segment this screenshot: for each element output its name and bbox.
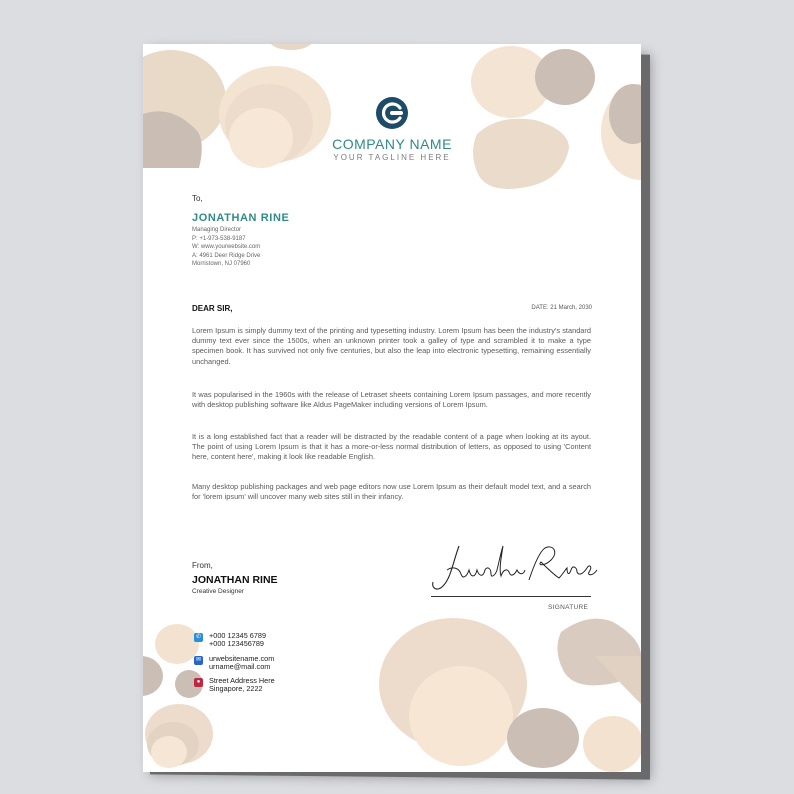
contact-phone-line2: +000 123456789 (209, 639, 264, 648)
recipient-details (192, 226, 260, 269)
company-tagline: YOUR TAGLINE HERE (333, 153, 451, 162)
contact-address (194, 677, 275, 693)
contact-email (194, 655, 274, 671)
contact-city: Singapore, 2222 (209, 684, 263, 693)
location-icon: ● (194, 678, 203, 687)
from-label: From, (192, 561, 213, 570)
company-name: COMPANY NAME (332, 136, 452, 152)
letter-paragraph: It was popularised in the 1960s with the release of Letraset sheets containing Lorem Ipsum passages, and more recently with desktop publishing software like Aldus PageMaker including versions of Lorem Ipsum. (192, 390, 591, 410)
company-header (143, 96, 641, 162)
letter-paragraph: It is a long established fact that a reader will be distracted by the readable content of a page when looking at its ayout. The point of using Lorem Ipsum is that it has a more-or-less normal distribution of letters, as opposed to using 'Content here, content here', making it look like readable English. (192, 432, 591, 462)
recipient-address-line2: Morristown, NJ 07960 (192, 261, 251, 268)
signature-label: SIGNATURE (548, 604, 589, 611)
to-label: To, (192, 194, 203, 203)
letter-date: DATE: 21 March, 2030 (531, 305, 592, 311)
letter-paragraph: Many desktop publishing packages and web page editors now use Lorem Ipsum as their default model text, and a search for 'lorem ipsum' will uncover many web sites still in their infancy. (192, 482, 591, 502)
letter-greeting: DEAR SIR, (192, 304, 233, 313)
contact-email-address: urname@mail.com (209, 662, 271, 671)
sender-title: Creative Designer (192, 588, 245, 595)
recipient-address-line1: A: 4961 Deer Ridge Drive (192, 252, 261, 259)
letter-paragraph: Lorem Ipsum is simply dummy text of the printing and typesetting industry. Lorem Ipsum has been the industry's standard dummy text ever since the 1500s, when an unknown printer took a galley of type and scrambled it to make a type specimen book. It has survived not only five centuries, but also the leap into electronic typesetting, remaining essentially unchanged. (192, 326, 591, 366)
contact-street: Street Address Here (209, 676, 275, 685)
contact-phone-line1: +000 12345 6789 (209, 631, 267, 640)
signature-line (431, 596, 591, 597)
recipient-title: Managing Director (192, 227, 242, 233)
email-icon: ✉ (195, 657, 202, 663)
contact-phone (194, 632, 266, 648)
handwritten-signature (429, 540, 599, 596)
recipient-phone: P: +1-973-538-9187 (192, 235, 246, 242)
contact-website: urwebsitename.com (209, 654, 275, 663)
recipient-website: W: www.yourwebsite.com (192, 244, 261, 251)
letterhead-page (143, 44, 641, 772)
company-logo-icon (375, 96, 409, 130)
recipient-name: JONATHAN RINE (192, 212, 290, 224)
phone-icon: ✆ (195, 634, 202, 640)
sender-name: JONATHAN RINE (192, 574, 278, 586)
